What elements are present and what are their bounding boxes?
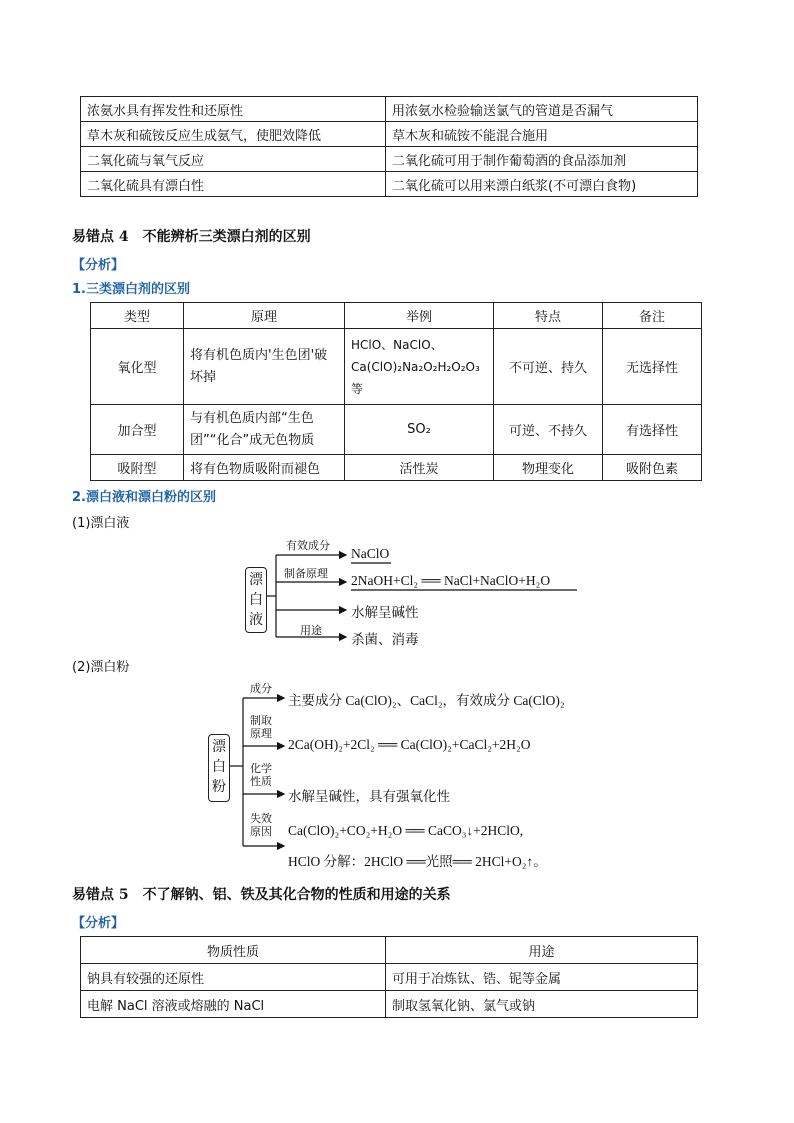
branch-label: 成分 — [250, 682, 272, 695]
table-header: 举例 — [345, 303, 494, 329]
table-header-row — [81, 937, 698, 964]
table-row — [81, 964, 698, 991]
diagram-item: 水解呈碱性，具有强氧化性 — [288, 789, 450, 804]
subheading: 2.漂白液和漂白粉的区别 — [72, 490, 216, 505]
box-char: 液 — [249, 612, 263, 628]
box-char: 粉 — [212, 779, 226, 795]
box-char: 白 — [249, 592, 263, 608]
diagram-item: Ca(ClO)₂+CO₂+H₂O ══ CaCO₃↓+2HClO, — [288, 823, 524, 838]
subheading: 1.三类漂白剂的区别 — [72, 282, 190, 297]
diagram-caption: (2)漂白粉 — [72, 660, 130, 675]
table-cell: 物理变化 — [494, 455, 603, 481]
table-cell: 二氧化硫具有漂白性 — [81, 172, 386, 197]
diagram-item: 2NaOH+Cl₂ ══ NaCl+NaClO+H₂O — [351, 573, 551, 588]
table-row — [81, 991, 698, 1018]
table-cell: 活性炭 — [345, 455, 494, 481]
diagram-item: 主要成分 Ca(ClO)₂、CaCl₂，有效成分 Ca(ClO)₂ — [288, 693, 565, 708]
diagram-item: HClO 分解：2HClO ══光照══ 2HCl+O₂↑。 — [288, 854, 547, 869]
table-cell: 吸附色素 — [603, 455, 702, 481]
table-header: 备注 — [603, 303, 702, 329]
branch-label: 制备原理 — [284, 567, 328, 580]
table-cell: SO₂ — [345, 405, 494, 455]
section-title: 易错点 5 不了解钠、铝、铁及其化合物的性质和用途的关系 — [72, 887, 451, 903]
table-header: 类型 — [91, 303, 184, 329]
table-cell: HClO、NaClO、Ca(ClO)₂Na₂O₂H₂O₂O₃等 — [345, 329, 494, 405]
table-cell: 电解 NaCl 溶液或熔融的 NaCl — [81, 991, 386, 1018]
table-cell: 与有机色质内部“生色团”“化合”成无色物质 — [184, 405, 345, 455]
table-header: 原理 — [184, 303, 345, 329]
box-char: 漂 — [212, 739, 226, 755]
table-cell: 二氧化硫与氧气反应 — [81, 147, 386, 172]
table-cell: 不可逆、持久 — [494, 329, 603, 405]
table-cell: 制取氢氧化钠、氯气或钠 — [386, 991, 698, 1018]
table-cell: 钠具有较强的还原性 — [81, 964, 386, 991]
table-cell: 无选择性 — [603, 329, 702, 405]
table-cell: 吸附型 — [91, 455, 184, 481]
table-header: 物质性质 — [81, 937, 386, 964]
table-cell: 可逆、不持久 — [494, 405, 603, 455]
box-char: 白 — [212, 759, 226, 775]
branch-label: 用途 — [300, 624, 322, 637]
table-cell: 将有机色质内'生色团'破坏掉 — [184, 329, 345, 405]
bleach-powder-box — [208, 734, 230, 802]
diagram-item: NaClO — [351, 546, 390, 561]
box-char: 漂 — [249, 572, 263, 588]
diagram-item: 杀菌、消毒 — [351, 632, 419, 647]
table-cell: 将有色物质吸附而褪色 — [184, 455, 345, 481]
table-cell: 浓氨水具有挥发性和还原性 — [81, 97, 386, 122]
table-cell: 二氧化硫可以用来漂白纸浆(不可漂白食物) — [386, 172, 698, 197]
table-cell: 氧化型 — [91, 329, 184, 405]
diagram-caption: (1)漂白液 — [72, 516, 130, 531]
diagram-item: 2Ca(OH)₂+2Cl₂ ══ Ca(ClO)₂+CaCl₂+2H₂O — [288, 737, 531, 752]
table-header: 用途 — [386, 937, 698, 964]
branch-label: 制取原理 — [250, 714, 272, 740]
table-cell: 有选择性 — [603, 405, 702, 455]
property-use-table-2 — [80, 936, 698, 1018]
bleach-liquid-box — [245, 567, 267, 633]
table-cell: 二氧化硫可用于制作葡萄酒的食品添加剂 — [386, 147, 698, 172]
table-cell: 草木灰和硫铵不能混合施用 — [386, 122, 698, 147]
branch-label: 有效成分 — [286, 539, 330, 552]
table-header: 特点 — [494, 303, 603, 329]
section-title: 易错点 4 不能辨析三类漂白剂的区别 — [72, 229, 311, 245]
analysis-tag: 【分析】 — [72, 258, 125, 273]
diagram-item: 水解呈碱性 — [351, 605, 419, 620]
analysis-tag: 【分析】 — [72, 916, 125, 931]
table-cell: 加合型 — [91, 405, 184, 455]
table-cell: 可用于冶炼钛、锆、铌等金属 — [386, 964, 698, 991]
branch-label: 失效原因 — [250, 812, 272, 838]
branch-label: 化学性质 — [250, 762, 272, 788]
table-cell: 用浓氨水检验输送氯气的管道是否漏气 — [386, 97, 698, 122]
table-cell: 草木灰和硫铵反应生成氨气，使肥效降低 — [81, 122, 386, 147]
